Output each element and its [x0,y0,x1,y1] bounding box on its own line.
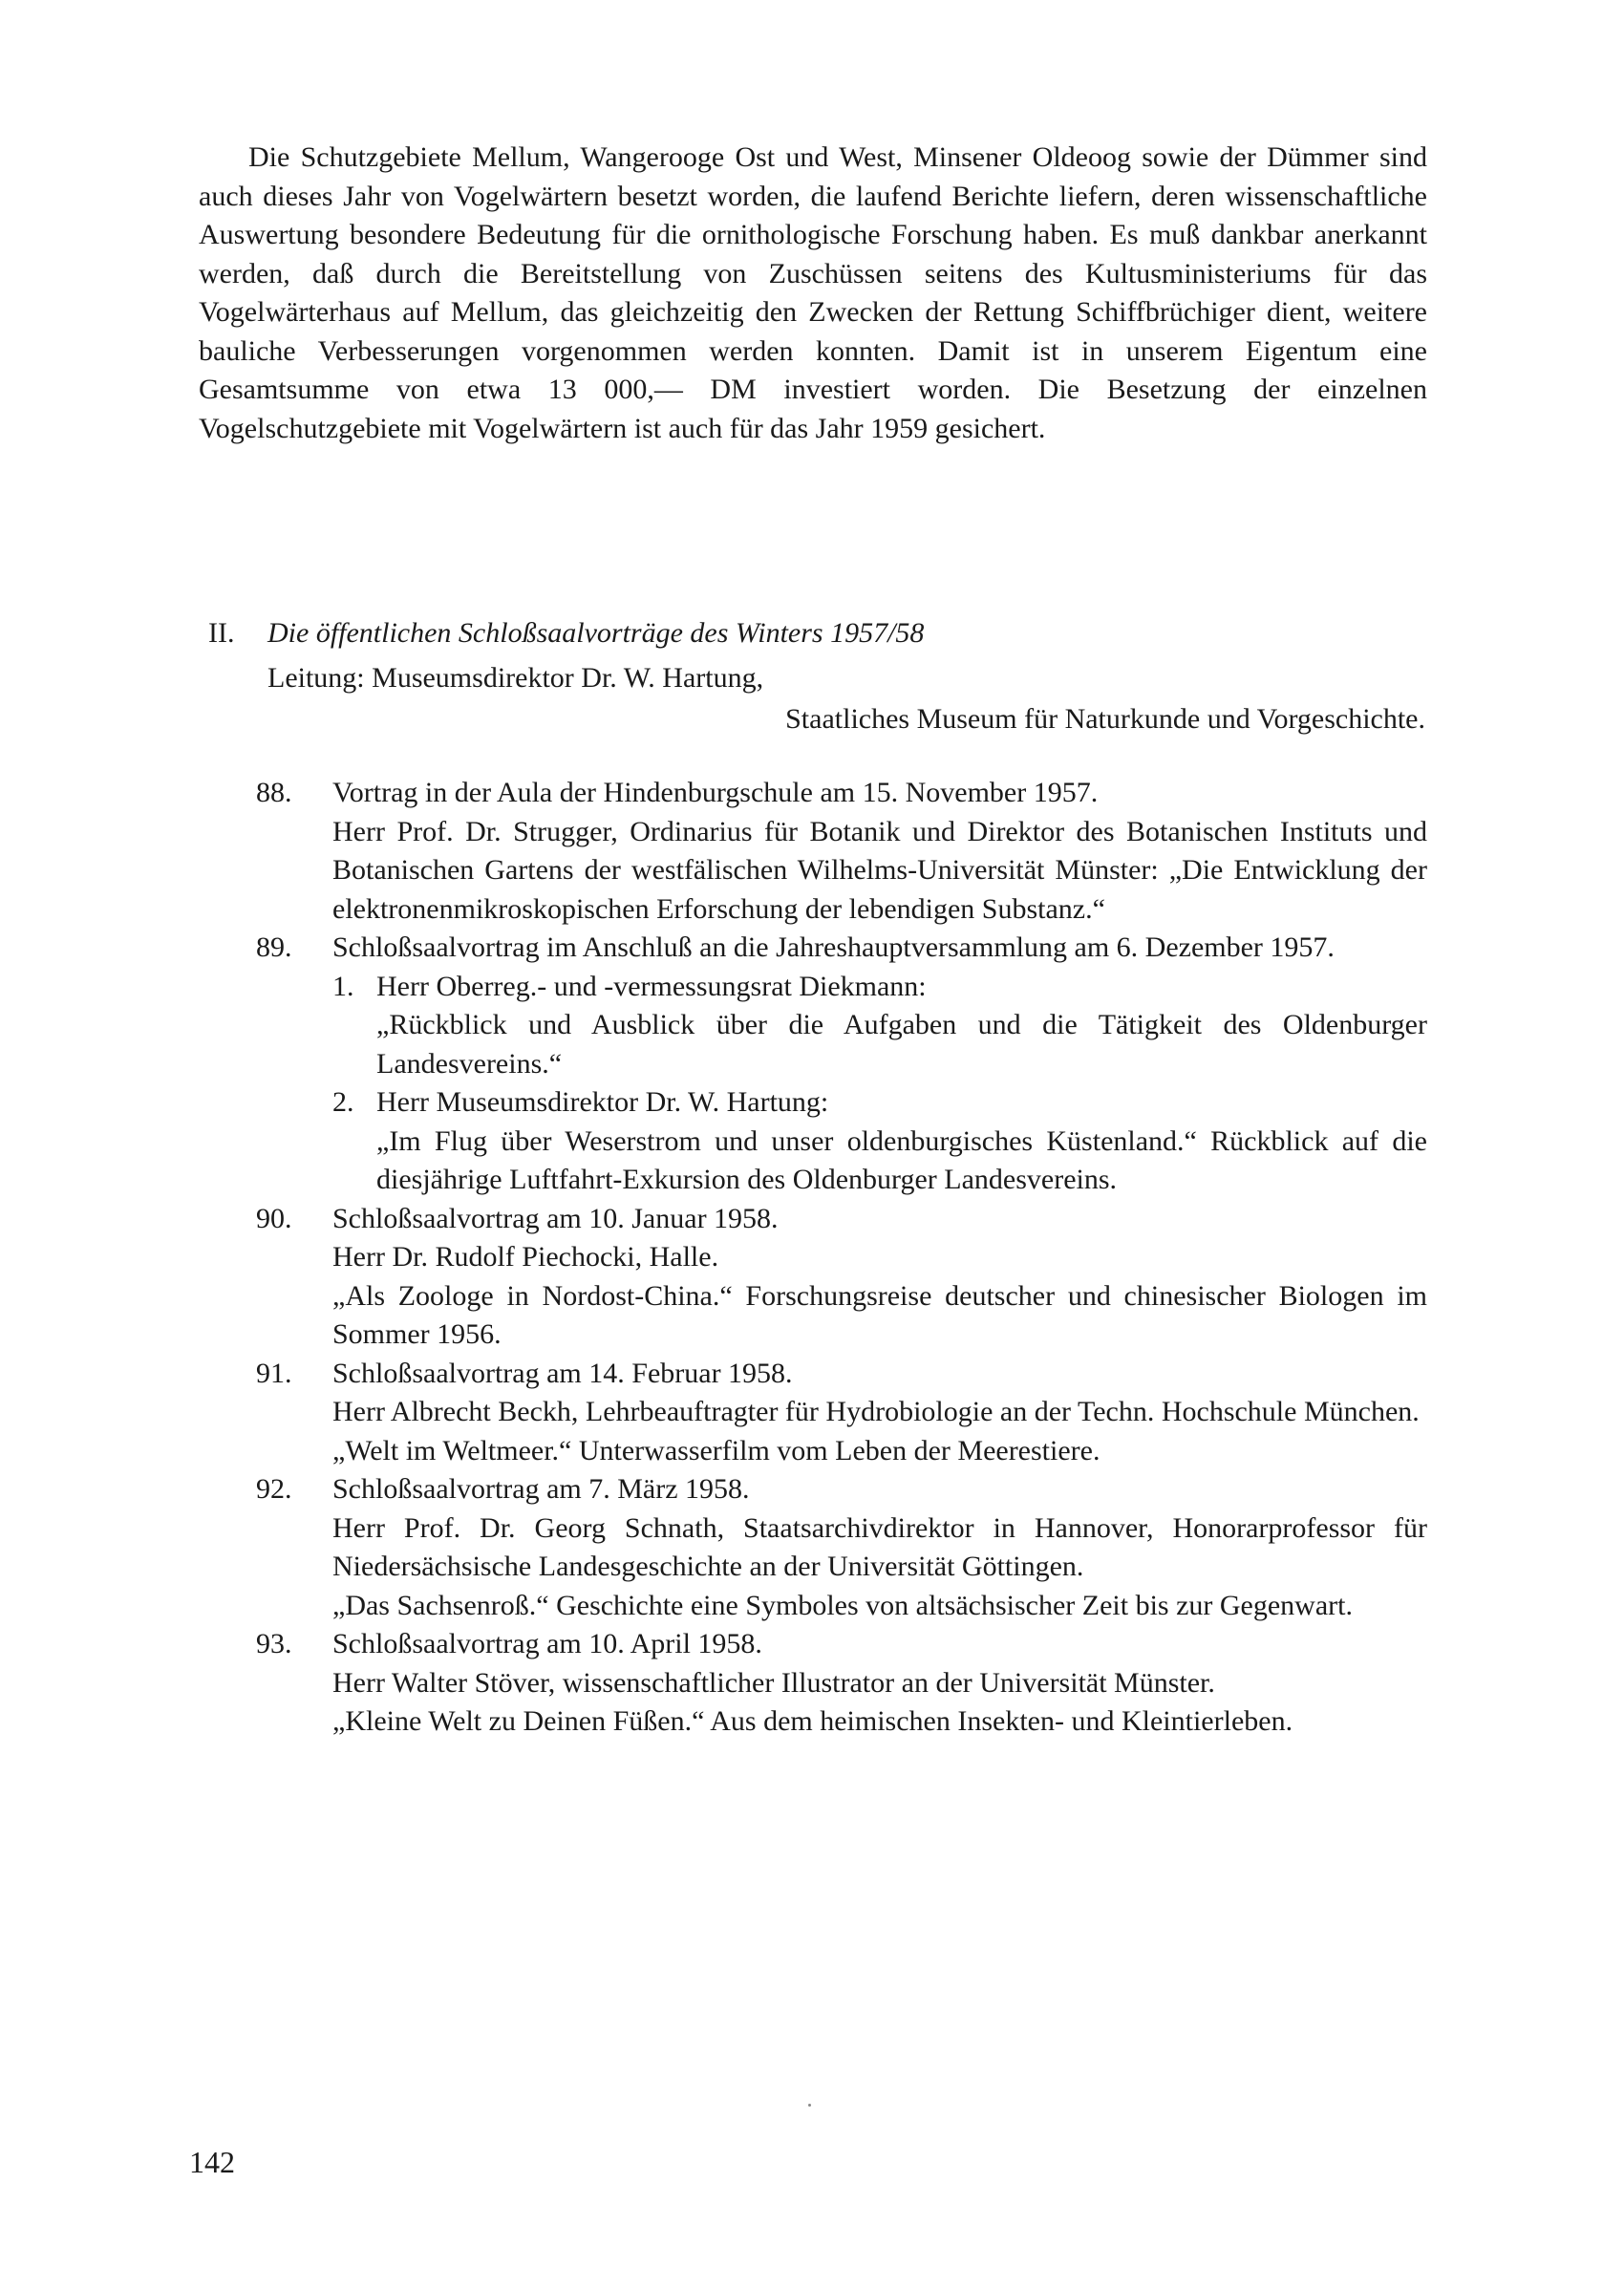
lecture-number: 91. [256,1357,292,1389]
lecture-entry [199,1470,1427,1625]
lecture-number: 90. [256,1202,292,1234]
lecture-list [199,774,1427,1742]
lecture-body [332,774,1427,929]
lecture-sub-list [332,968,1427,1200]
lecture-sub-item [332,968,1427,1084]
scan-speck [808,2104,811,2107]
section-number: II. [208,617,235,649]
page-number: 142 [189,2145,235,2179]
intro-paragraph: Die Schutzgebiete Mellum, Wangerooge Ost und West, Minsener Oldeoog sowie der Dümmer sind auch dieses Jahr von Vogelwärtern besetzt worden, die laufend Berichte liefern, deren wissenschaftliche Auswertung besondere Bedeutung für die ornithologische Forschung haben. Es muß dankbar anerkannt werden, daß durch die Bereitstellung von Zuschüssen seitens des Kultusministeriums für das Vogelwärterhaus auf Mellum, das gleichzeitig den Zwecken der Rettung Schiffbrüchiger dient, weitere bauliche Verbesserungen vorgenommen werden konnten. Damit ist in unserem Eigentum eine Gesamtsumme von etwa 13 000,— DM investiert worden. Die Besetzung der einzelnen Vogelschutzgebiete mit Vogelwärtern ist auch für das Jahr 1959 gesichert. [199,141,1427,444]
section-leitung-institution: Staatliches Museum für Naturkunde und Vorgeschichte. [785,703,1425,735]
lecture-line: Herr Albrecht Beckh, Lehrbeauftragter für Hydrobiologie an der Techn. Hochschule München. [332,1396,1420,1427]
section-title: Die öffentlichen Schloßsaalvorträge des Winters 1957/58 [267,617,925,649]
lecture-line: Herr Dr. Rudolf Piechocki, Halle. [332,1241,719,1273]
lecture-body [332,929,1427,1200]
lecture-line: „Kleine Welt zu Deinen Füßen.“ Aus dem heimischen Insekten- und Kleintierleben. [332,1705,1293,1737]
section-leitung: Leitung: Museumsdirektor Dr. W. Hartung, [267,662,764,694]
lecture-line: Schloßsaalvortrag am 14. Februar 1958. [332,1357,793,1389]
lecture-body [332,1625,1427,1742]
lecture-line: Vortrag in der Aula der Hindenburgschule am 15. November 1957. [332,777,1099,808]
lecture-line: Schloßsaalvortrag am 10. April 1958. [332,1628,762,1659]
sub-item-number: 2. [332,1086,354,1118]
lecture-number: 92. [256,1473,292,1505]
lecture-line: Schloßsaalvortrag am 10. Januar 1958. [332,1202,779,1234]
sub-item-line: „Im Flug über Weserstrom und unser oldenburgisches Küstenland.“ Rückblick auf die diesjährige Luftfahrt-Exkursion des Oldenburger Landesvereins. [376,1124,1427,1195]
lecture-line: Schloßsaalvortrag im Anschluß an die Jahreshauptversammlung am 6. Dezember 1957. [332,931,1335,963]
lecture-number: 88. [256,777,292,808]
sub-item-line: „Rückblick und Ausblick über die Aufgaben und die Tätigkeit des Oldenburger Landesvereins.“ [376,1009,1427,1080]
lecture-line: Herr Walter Stöver, wissenschaftlicher Illustrator an der Universität Münster. [332,1666,1215,1699]
lecture-body [332,1355,1427,1471]
lecture-line: Herr Prof. Dr. Strugger, Ordinarius für Botanik und Direktor des Botanischen Instituts und Botanischen Gartens der westfälischen Wilhelms-Universität Münster: „Die Entwicklung der elektronenmikroskopischen Erforschung der lebendigen Substanz.“ [332,815,1427,925]
lecture-body [332,1470,1427,1625]
lecture-line: „Welt im Weltmeer.“ Unterwasserfilm vom Leben der Meerestiere. [332,1434,1100,1466]
lecture-line: Schloßsaalvortrag am 7. März 1958. [332,1473,750,1505]
section-heading [208,614,1431,653]
lecture-sub-item [332,1083,1427,1200]
lecture-number: 89. [256,931,292,963]
lecture-line: „Das Sachsenroß.“ Geschichte eine Symboles von altsächsischer Zeit bis zur Gegenwart. [332,1589,1353,1621]
sub-item-line: Herr Museumsdirektor Dr. W. Hartung: [376,1086,829,1118]
lecture-entry [199,1625,1427,1742]
lecture-number: 93. [256,1628,292,1659]
lecture-entry [199,929,1427,1200]
lecture-body [332,1200,1427,1355]
sub-item-body [376,1083,1427,1200]
lecture-line: Herr Prof. Dr. Georg Schnath, Staatsarchivdirektor in Hannover, Honorarprofessor für Niedersächsische Landesgeschichte an der Universität Göttingen. [332,1511,1427,1582]
sub-item-number: 1. [332,970,354,1002]
lecture-entry [199,1200,1427,1355]
lecture-entry [199,774,1427,929]
sub-item-line: Herr Oberreg.- und -vermessungsrat Diekmann: [376,970,927,1002]
lecture-line: „Als Zoologe in Nordost-China.“ Forschungsreise deutscher und chinesischer Biologen im Sommer 1956. [332,1279,1427,1350]
sub-item-body [376,968,1427,1084]
lecture-entry [199,1355,1427,1471]
